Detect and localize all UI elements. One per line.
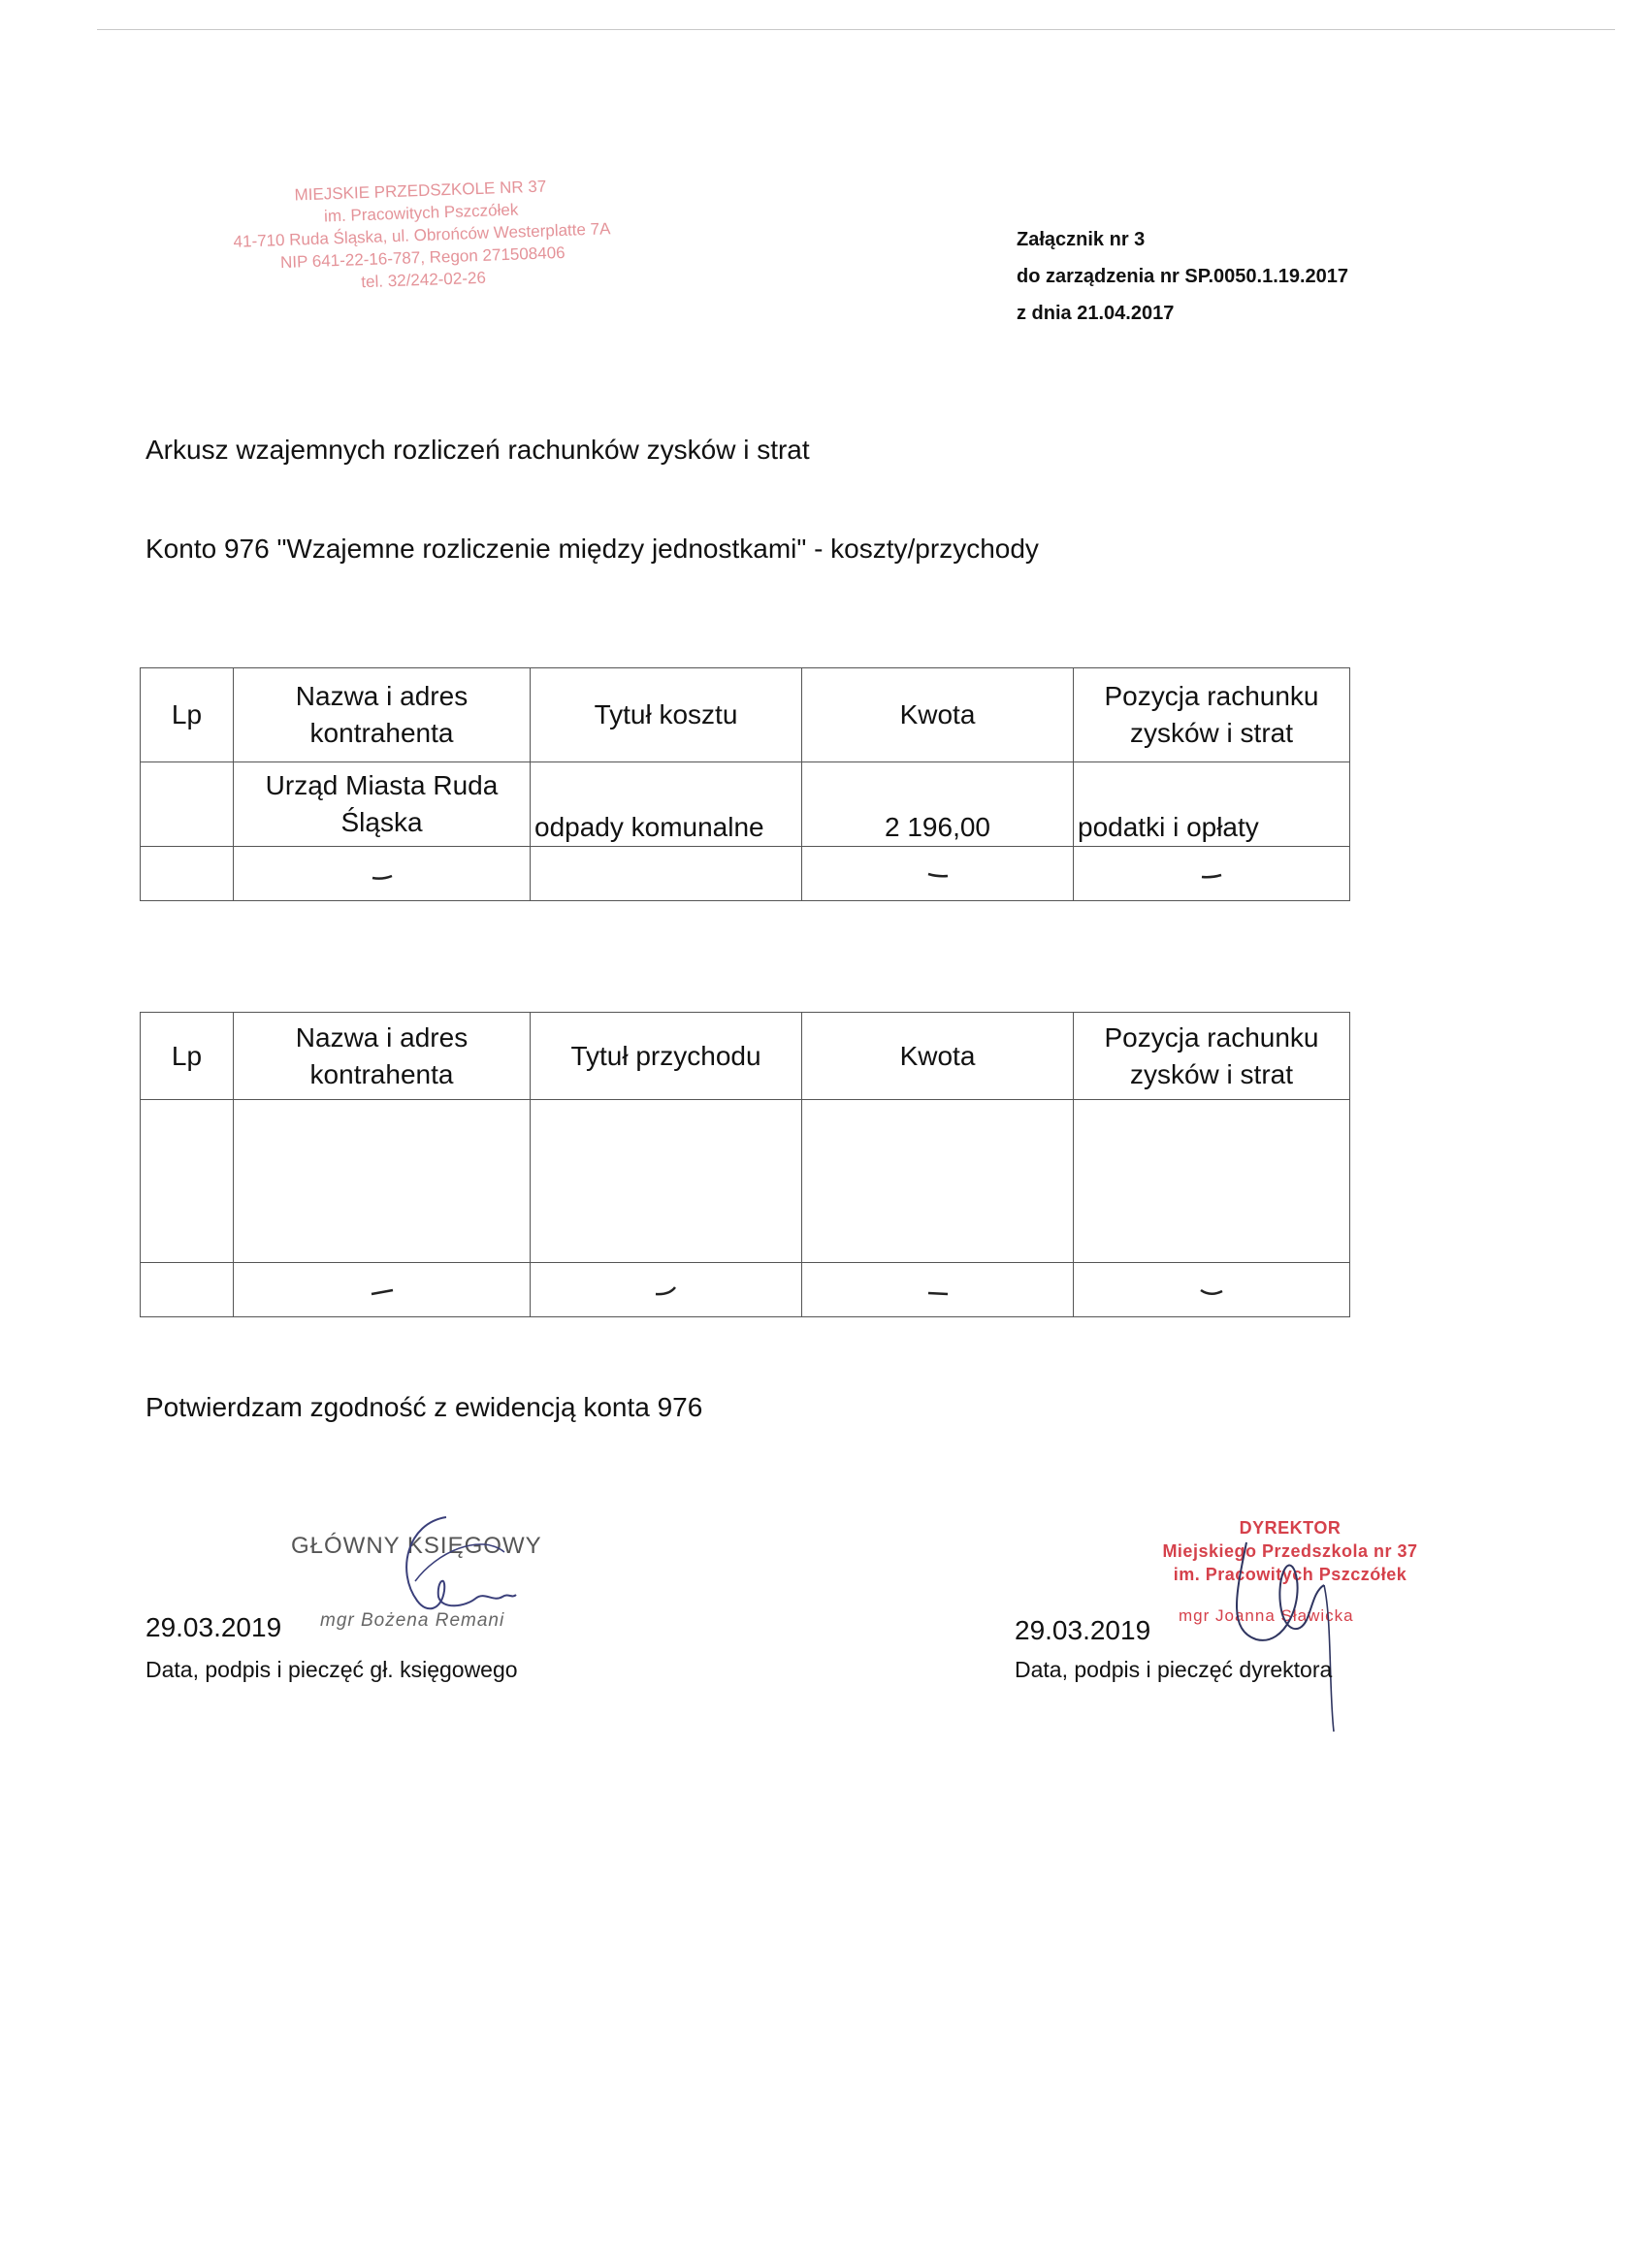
accountant-date: 29.03.2019 <box>146 1612 282 1642</box>
cell-empty <box>234 1100 531 1263</box>
costs-table <box>140 667 1350 901</box>
table-row <box>141 762 1350 847</box>
annex-date: z dnia 21.04.2017 <box>1017 303 1175 324</box>
table-row-empty <box>141 1100 1350 1263</box>
header-amount: Kwota <box>802 668 1074 762</box>
header-contractor: Nazwa i adres kontrahenta <box>234 1013 531 1100</box>
dash-mark <box>1199 1285 1224 1299</box>
header-cost-title: Tytuł kosztu <box>531 668 802 762</box>
dash-mark <box>370 1285 395 1299</box>
table-header-row <box>141 668 1350 762</box>
institution-stamp-line: NIP 641-22-16-787, Regon 271508406 <box>279 243 566 273</box>
table-header-row <box>141 1013 1350 1100</box>
cell-empty <box>531 1263 802 1317</box>
institution-stamp-line: MIEJSKIE PRZEDSZKOLE NR 37 <box>294 177 547 205</box>
cell-pl-position: podatki i opłaty <box>1074 762 1350 847</box>
dash-mark <box>1200 869 1223 883</box>
header-lp: Lp <box>141 1013 234 1100</box>
institution-stamp-line: tel. 32/242-02-26 <box>361 268 487 292</box>
incomes-table <box>140 1012 1350 1317</box>
director-stamp-name: mgr Joanna Sławicka <box>1179 1606 1354 1625</box>
header-pl-position: Pozycja rachunku zysków i strat <box>1074 668 1350 762</box>
cell-empty <box>141 1263 234 1317</box>
cell-empty <box>1074 847 1350 901</box>
institution-stamp <box>216 173 628 299</box>
annex-number: Załącznik nr 3 <box>1017 229 1146 250</box>
cell-lp <box>141 762 234 847</box>
cell-empty <box>802 847 1074 901</box>
dash-mark <box>371 869 394 883</box>
document-title: Arkusz wzajemnych rozliczeń rachunków zysków i strat <box>146 435 810 465</box>
dash-mark <box>654 1283 679 1299</box>
director-caption: Data, podpis i pieczęć dyrektora <box>1015 1657 1333 1682</box>
annex-ordinance: do zarządzenia nr SP.0050.1.19.2017 <box>1017 266 1349 287</box>
director-stamp-patron: im. Pracowitych Pszczółek <box>1173 1565 1407 1584</box>
dash-mark <box>926 1285 950 1299</box>
cell-empty <box>802 1263 1074 1317</box>
confirmation-text: Potwierdzam zgodność z ewidencją konta 976 <box>146 1392 703 1422</box>
cell-contractor: Urząd Miasta Ruda Śląska <box>234 762 531 847</box>
director-signature <box>1217 1513 1363 1736</box>
accountant-stamp-name: mgr Bożena Remani <box>320 1610 505 1631</box>
cell-empty <box>234 847 531 901</box>
header-pl-position: Pozycja rachunku zysków i strat <box>1074 1013 1350 1100</box>
cell-amount: 2 196,00 <box>802 762 1074 847</box>
accountant-stamp-title: GŁÓWNY KSIĘGOWY <box>291 1533 542 1559</box>
header-contractor: Nazwa i adres kontrahenta <box>234 668 531 762</box>
cell-empty <box>1074 1100 1350 1263</box>
cell-empty <box>141 847 234 901</box>
institution-stamp-line: im. Pracowitych Pszczółek <box>323 200 519 226</box>
top-scan-rule <box>97 29 1615 30</box>
table-row-empty <box>141 1263 1350 1317</box>
table-row-empty <box>141 847 1350 901</box>
header-amount: Kwota <box>802 1013 1074 1100</box>
cell-empty <box>531 1100 802 1263</box>
cell-empty <box>531 847 802 901</box>
accountant-signature <box>388 1513 524 1620</box>
cell-empty <box>1074 1263 1350 1317</box>
cell-cost-title: odpady komunalne <box>531 762 802 847</box>
accountant-caption: Data, podpis i pieczęć gł. księgowego <box>146 1657 518 1682</box>
header-lp: Lp <box>141 668 234 762</box>
cell-empty <box>802 1100 1074 1263</box>
cell-empty <box>141 1100 234 1263</box>
account-heading: Konto 976 "Wzajemne rozliczenie między jednostkami" - koszty/przychody <box>146 534 1039 564</box>
cell-empty <box>234 1263 531 1317</box>
director-stamp-institution: Miejskiego Przedszkola nr 37 <box>1162 1541 1418 1561</box>
institution-stamp-line: 41-710 Ruda Śląska, ul. Obrońców Westerplatte 7A <box>233 219 611 251</box>
annex-reference <box>1017 221 1348 332</box>
header-income-title: Tytuł przychodu <box>531 1013 802 1100</box>
director-stamp-title: DYREKTOR <box>1239 1518 1342 1538</box>
director-date: 29.03.2019 <box>1015 1615 1151 1645</box>
dash-mark <box>926 869 950 883</box>
